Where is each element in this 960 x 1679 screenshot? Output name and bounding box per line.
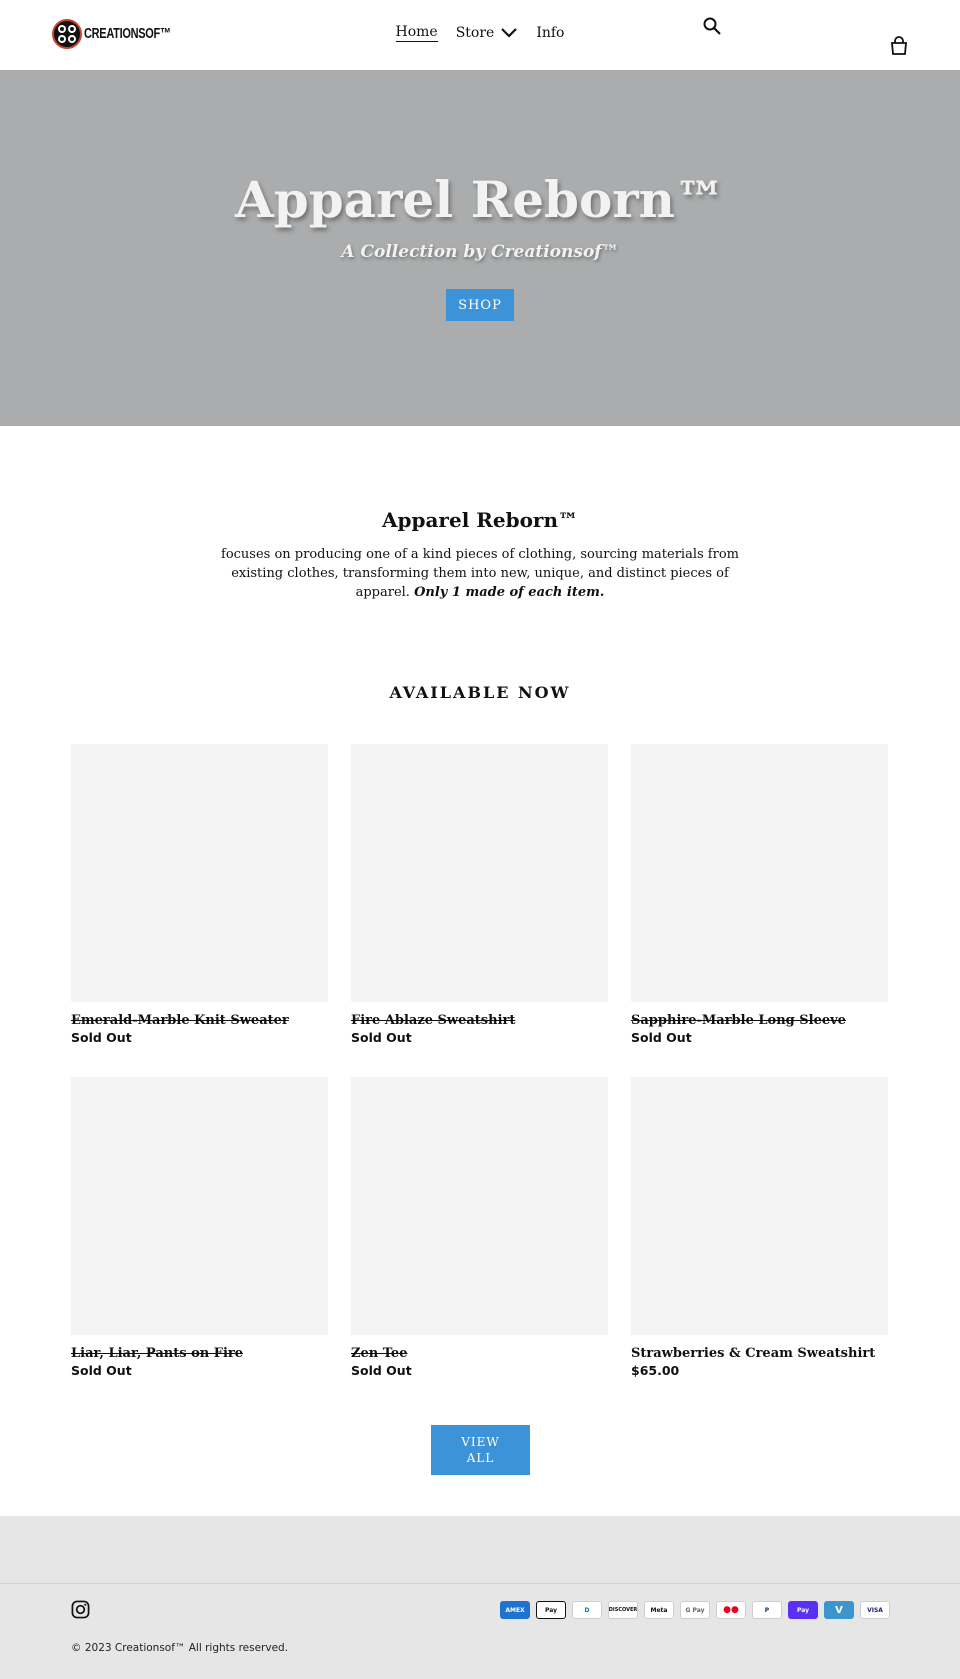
amex-icon: AMEX bbox=[500, 1601, 530, 1619]
logo-text: CREATIONSOF™ bbox=[84, 26, 171, 42]
product-image[interactable] bbox=[351, 744, 608, 1002]
product-image[interactable] bbox=[351, 1077, 608, 1335]
shop-pay-icon: Pay bbox=[788, 1601, 818, 1619]
discover-icon: DISCOVER bbox=[608, 1601, 638, 1619]
view-all-button[interactable] bbox=[431, 1425, 530, 1475]
product-card[interactable] bbox=[71, 1077, 328, 1378]
about-text bbox=[215, 545, 745, 602]
product-image[interactable] bbox=[71, 1077, 328, 1335]
nav-info-label: Info bbox=[536, 25, 565, 41]
google-pay-icon: G Pay bbox=[680, 1601, 710, 1619]
product-image[interactable] bbox=[71, 744, 328, 1002]
site-footer bbox=[0, 1516, 960, 1679]
product-name[interactable]: Sapphire-Marble Long Sleeve bbox=[631, 1013, 846, 1028]
copyright: © 2023 Creationsof™ All rights reserved. bbox=[71, 1642, 289, 1654]
hero-subtitle: A Collection by Creationsof™ bbox=[341, 242, 619, 262]
product-name[interactable]: Fire Ablaze Sweatshirt bbox=[351, 1013, 516, 1028]
hero-title: Apparel Reborn™ bbox=[234, 170, 726, 229]
venmo-icon: V bbox=[824, 1601, 854, 1619]
product-card[interactable] bbox=[631, 1077, 888, 1378]
instagram-icon[interactable] bbox=[71, 1600, 90, 1619]
view-all-label bbox=[461, 1434, 500, 1466]
meta-pay-icon: Meta bbox=[644, 1601, 674, 1619]
apple-pay-icon: Pay bbox=[536, 1601, 566, 1619]
product-price: $65.00 bbox=[631, 1363, 680, 1378]
shop-button[interactable]: SHOP bbox=[446, 289, 514, 321]
product-name[interactable]: Emerald-Marble Knit Sweater bbox=[71, 1013, 289, 1028]
product-price: Sold Out bbox=[71, 1363, 132, 1378]
visa-icon: VISA bbox=[860, 1601, 890, 1619]
chevron-down-icon bbox=[500, 27, 518, 39]
about-title: Apparel Reborn™ bbox=[381, 508, 578, 532]
product-price: Sold Out bbox=[351, 1030, 412, 1045]
about-body: focuses on producing one of a kind pieces of clothing, sourcing materials from existing clothes, transforming them into new, unique, and distinct pieces of apparel. bbox=[221, 547, 739, 600]
nav-store[interactable] bbox=[456, 24, 519, 42]
footer-divider bbox=[0, 1583, 960, 1584]
product-card[interactable] bbox=[351, 1077, 608, 1378]
product-card[interactable] bbox=[631, 744, 888, 1045]
nav-home-label: Home bbox=[395, 24, 438, 40]
about-emphasis: Only 1 made of each item. bbox=[414, 585, 605, 600]
product-name[interactable]: Liar, Liar, Pants on Fire bbox=[71, 1346, 244, 1361]
payment-icons bbox=[500, 1601, 890, 1619]
nav-info[interactable] bbox=[536, 24, 564, 42]
product-card[interactable] bbox=[71, 744, 328, 1045]
nav-store-label: Store bbox=[455, 25, 495, 41]
view-all-line2: ALL bbox=[466, 1451, 495, 1465]
mastercard-icon: ●● bbox=[716, 1601, 746, 1619]
diners-club-icon: D bbox=[572, 1601, 602, 1619]
cart-icon[interactable] bbox=[890, 36, 908, 56]
product-price: Sold Out bbox=[71, 1030, 132, 1045]
collection-title: AVAILABLE NOW bbox=[389, 683, 571, 702]
view-all-line1: VIEW bbox=[461, 1435, 500, 1449]
paypal-icon: P bbox=[752, 1601, 782, 1619]
site-header bbox=[0, 0, 960, 70]
product-image[interactable] bbox=[631, 1077, 888, 1335]
product-price: Sold Out bbox=[351, 1363, 412, 1378]
main-nav bbox=[0, 24, 960, 42]
hero-banner bbox=[0, 70, 960, 426]
product-name[interactable]: Zen Tee bbox=[351, 1346, 408, 1361]
search-icon[interactable] bbox=[702, 16, 722, 36]
product-price: Sold Out bbox=[631, 1030, 692, 1045]
product-image[interactable] bbox=[631, 744, 888, 1002]
product-name[interactable]: Strawberries & Cream Sweatshirt bbox=[631, 1346, 876, 1361]
product-card[interactable] bbox=[351, 744, 608, 1045]
nav-home[interactable] bbox=[396, 24, 438, 42]
